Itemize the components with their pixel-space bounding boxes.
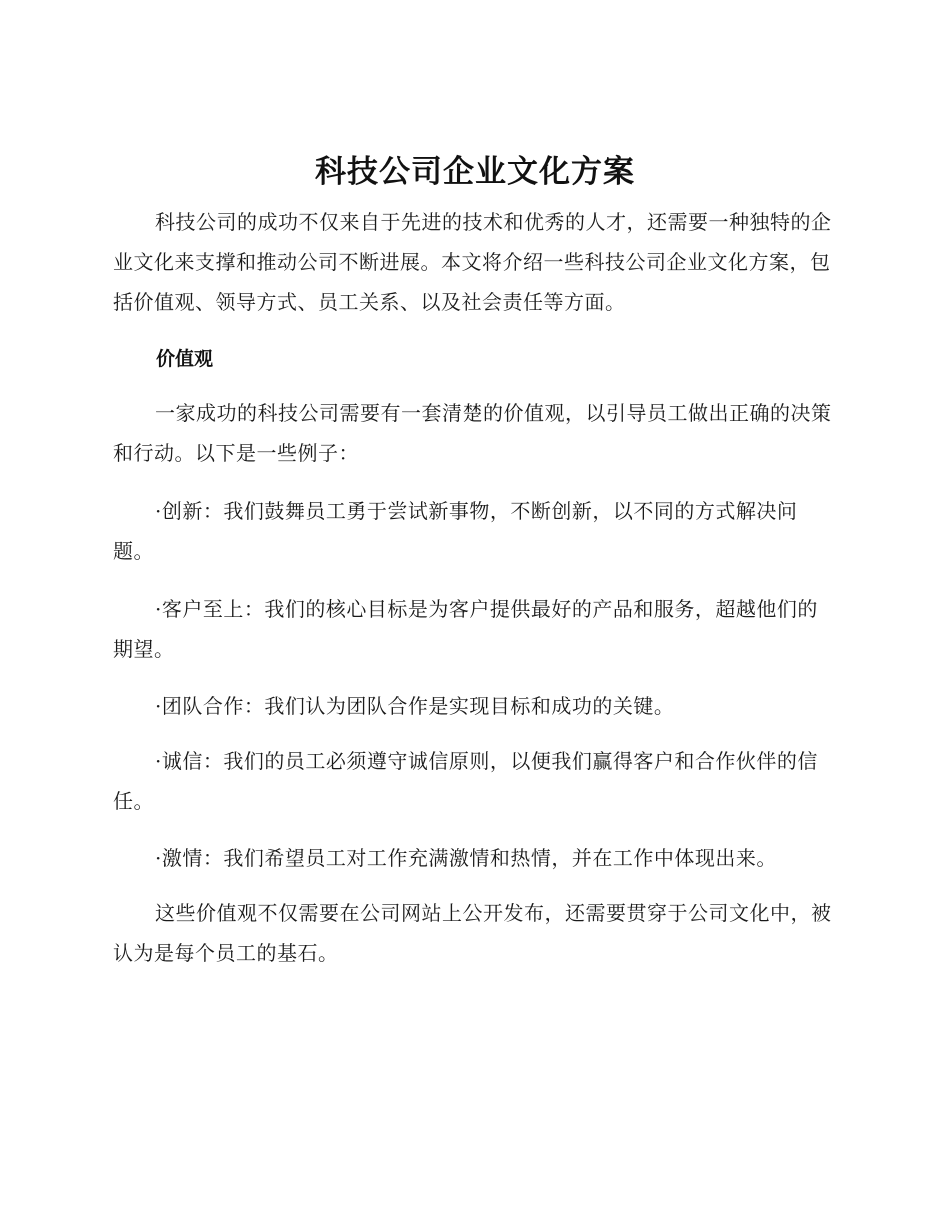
bullet-text: 团队合作：我们认为团队合作是实现目标和成功的关键。: [161, 694, 675, 718]
bullet-dot-icon: ·: [155, 846, 162, 870]
bullet-item-teamwork: [113, 686, 833, 726]
section-intro-paragraph: 一家成功的科技公司需要有一套清楚的价值观，以引导员工做出正确的决策和行动。以下是一些例子：: [113, 401, 832, 465]
bullet-item-passion: [113, 838, 833, 878]
bullet-item-innovation: [113, 491, 833, 571]
bullet-dot-icon: ·: [155, 749, 162, 773]
section-heading-values: 价值观: [156, 348, 214, 370]
bullet-text: 客户至上：我们的核心目标是为客户提供最好的产品和服务，超越他们的期望。: [113, 597, 818, 661]
document-title: 科技公司企业文化方案: [315, 154, 635, 190]
bullet-dot-icon: ·: [155, 597, 162, 621]
bullet-dot-icon: ·: [155, 694, 162, 718]
bullet-item-integrity: [113, 741, 833, 821]
bullet-item-customer-first: [113, 589, 833, 669]
bullet-text: 创新：我们鼓舞员工勇于尝试新事物，不断创新，以不同的方式解决问题。: [113, 499, 798, 563]
intro-paragraph: 科技公司的成功不仅来自于先进的技术和优秀的人才，还需要一种独特的企业文化来支撑和推动公司不断进展。本文将介绍一些科技公司企业文化方案，包括价值观、领导方式、员工关系、以及社会责任等方面。: [113, 210, 832, 314]
bullet-text: 诚信：我们的员工必须遵守诚信原则，以便我们赢得客户和合作伙伴的信任。: [113, 749, 818, 813]
bullet-text: 激情：我们希望员工对工作充满激情和热情，并在工作中体现出来。: [161, 846, 777, 870]
closing-paragraph: 这些价值观不仅需要在公司网站上公开发布，还需要贯穿于公司文化中，被认为是每个员工的基石。: [113, 901, 832, 965]
bullet-dot-icon: ·: [155, 499, 162, 523]
